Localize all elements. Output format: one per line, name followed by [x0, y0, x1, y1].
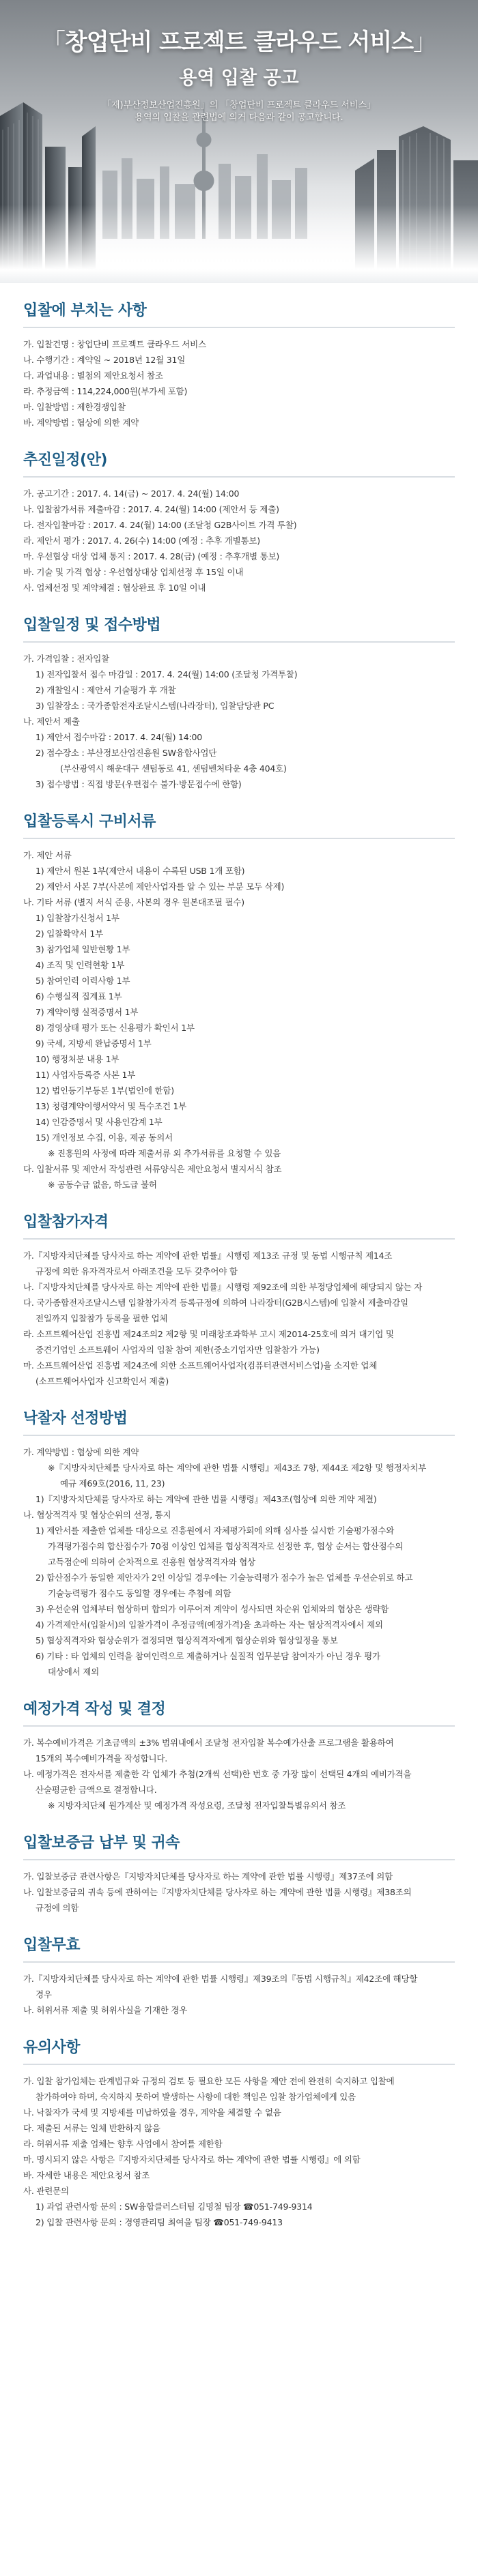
title-text: 창업단비 프로젝트 클라우드 서비스	[64, 29, 414, 56]
section-line: 1) 제안서 접수마감 : 2017. 4. 24(월) 14:00	[36, 732, 203, 742]
section-line: 가.『지방자치단체를 당사자로 하는 계약에 관한 법률』시행령 제13조 규정 및 동법 시행규칙 제14조	[23, 1250, 393, 1261]
section-line: 고득점순에 의하여 순차적으로 진흥원 협상적격자와 협상	[48, 1557, 255, 1567]
section-line: 6) 기타 : 타 업체의 인력을 참여인력으로 제출하거나 실질적 업무분담 참여자가 아닌 경우 평가	[36, 1651, 380, 1661]
section-line: 다. 전자입찰마감 : 2017. 4. 24(월) 14:00 (조달청 G2B사이트 가격 투찰)	[23, 520, 297, 530]
section-line: ※ 진흥원의 사정에 따라 제출서류 외 추가서류를 요청할 수 있음	[48, 1148, 281, 1158]
section-line: 15) 개인정보 수집, 이용, 제공 동의서	[36, 1132, 173, 1143]
section-line: 바. 자세한 내용은 제안요청서 참조	[23, 2170, 150, 2180]
section-line: ※ 지방자치단체 원가계산 및 예정가격 작성요령, 조달청 전자입찰특별유의서 참조	[48, 1800, 346, 1811]
section	[23, 299, 455, 430]
section-line: 마. 입찰방법 : 제한경쟁입찰	[23, 402, 126, 412]
section-line: 5) 참여인력 이력사항 1부	[36, 976, 130, 986]
section-line: 다. 제출된 서류는 일체 반환하지 않음	[23, 2123, 160, 2133]
section-line: 나. 수행기간 : 계약일 ~ 2018년 12월 31일	[23, 355, 186, 365]
section-line: 경우	[36, 1989, 52, 2000]
section-line: 3) 우선순위 업체부터 협상하며 합의가 이루어져 계약이 성사되면 차순위 업체와의 협상은 생략함	[36, 1604, 389, 1614]
section-line: 15개의 복수예비가격을 작성합니다.	[36, 1753, 168, 1763]
section-line: 산술평균한 금액으로 결정합니다.	[36, 1785, 157, 1795]
section	[23, 1831, 455, 1916]
section-line: 나. 협상적격자 및 협상순위의 선정, 통지	[23, 1510, 171, 1520]
section-line: 가. 계약방법 : 협상에 의한 계약	[23, 1447, 139, 1457]
section-title: 유의사항	[23, 2036, 455, 2065]
section-line: 나. 입찰참가서류 제출마감 : 2017. 4. 24(월) 14:00 (제안서 등 제출)	[23, 504, 279, 514]
section-line: 가격평가점수의 합산점수가 70점 이상인 업체를 협상적격자로 선정한 후, 협상 순서는 합산점수의	[48, 1541, 404, 1551]
section	[23, 613, 455, 792]
section-line: 가. 복수예비가격은 기초금액의 ±3% 범위내에서 조달청 전자입찰 복수예가산출 프로그램을 활용하여	[23, 1738, 394, 1748]
section-line: 라. 제안서 평가 : 2017. 4. 26(수) 14:00 (예정 : 추후 개별통보)	[23, 536, 260, 546]
section-line: 나. 입찰보증금의 귀속 등에 관하여는『지방자치단체를 당사자로 하는 계약에 관한 법률 시행령』제38조의	[23, 1887, 412, 1897]
section	[23, 448, 455, 596]
hero-desc-line: 용역의 입찰을 관련법에 의거 다음과 같이 공고합니다.	[135, 113, 343, 123]
section-title: 예정가격 작성 및 결정	[23, 1697, 455, 1727]
section-line: 6) 수행실적 집계표 1부	[36, 991, 122, 1001]
section-line: 나. 예정가격은 전자서를 제출한 각 업체가 추첨(2개씩 선택)한 번호 중 가장 많이 선택된 4개의 예비가격을	[23, 1769, 412, 1779]
section-title: 입찰등록시 구비서류	[23, 810, 455, 839]
section-line: 가. 제안 서류	[23, 850, 72, 860]
section-line: 1) 전자입찰서 접수 마감일 : 2017. 4. 24(월) 14:00 (조달청 가격투찰)	[36, 669, 298, 679]
section-line: 9) 국세, 지방세 완납증명서 1부	[36, 1038, 152, 1049]
section-title: 낙찰자 선정방법	[23, 1407, 455, 1436]
section-line: 1) 입찰참가신청서 1부	[36, 913, 120, 923]
hero-divider	[0, 269, 478, 283]
section-line: 규정에 의함	[36, 1903, 79, 1913]
section-line: 2) 제안서 사본 7부(사본에 제안사업자를 알 수 있는 부분 모두 삭제)	[36, 881, 285, 892]
section-line: (부산광역시 해운대구 센텀동로 41, 센텀벤처타운 4층 404호)	[60, 763, 287, 774]
section-line: 중견기업인 소프트웨어 사업자의 입찰 참여 제한(중소기업자만 입찰참가 가능)	[36, 1345, 320, 1355]
hero-subtitle: 용역 입찰 공고	[179, 68, 299, 89]
hero-banner	[0, 0, 478, 269]
section-line: 바. 계약방법 : 협상에 의한 계약	[23, 418, 139, 428]
section-line: 라. 추정금액 : 114,224,000원(부가세 포함)	[23, 386, 188, 396]
section	[23, 810, 455, 1192]
section-line: 나.『지방자치단체를 당사자로 하는 계약에 관한 법률』시행령 제92조에 의한 부정당업체에 해당되지 않는 자	[23, 1282, 423, 1292]
section-line: 12) 법인등기부등본 1부(법인에 한함)	[36, 1085, 174, 1096]
hero-title	[0, 27, 478, 57]
section-line: 2) 접수장소 : 부산정보산업진흥원 SW융합사업단	[36, 748, 217, 758]
section-line: 다. 과업내용 : 별첨의 제안요청서 참조	[23, 370, 163, 381]
section-line: 2) 개찰일시 : 제안서 기술평가 후 개찰	[36, 685, 176, 695]
section	[23, 1210, 455, 1389]
section-line: 14) 인감증명서 및 사용인감계 1부	[36, 1117, 163, 1127]
section-title: 추진일정(안)	[23, 448, 455, 478]
section-line: 기술능력평가 점수도 동일할 경우에는 추첨에 의함	[48, 1588, 231, 1598]
section-line: 3) 접수방법 : 직접 방문(우편접수 불가·방문접수에 한함)	[36, 779, 242, 789]
section-line: 2) 입찰 관련사항 문의 : 경영관리팀 최여울 팀장 ☎051-749-9413	[36, 2217, 283, 2227]
section-line: 라. 소프트웨어산업 진흥법 제24조의2 제2항 및 미래창조과학부 고시 제2014-25호에 의거 대기업 및	[23, 1329, 394, 1339]
section-line: 1) 과업 관련사항 문의 : SW융합클러스터팀 김명철 팀장 ☎051-749-9314	[36, 2201, 313, 2212]
section-line: 나. 허위서류 제출 및 허위사실을 기재한 경우	[23, 2005, 188, 2015]
section-line: 나. 기타 서류 (별지 서식 준용, 사본의 경우 원본대조필 필수)	[23, 897, 244, 907]
section	[23, 1407, 455, 1680]
section-line: 예규 제69호(2016, 11, 23)	[60, 1478, 165, 1489]
section	[23, 2036, 455, 2230]
section-line: 가. 공고기간 : 2017. 4. 14(금) ~ 2017. 4. 24(월) 14:00	[23, 488, 240, 499]
section-line: 3) 참가업체 일반현황 1부	[36, 944, 130, 954]
section-line: 4) 가격제안서(입찰서)의 입찰가격이 추정금액(예정가격)을 초과하는 자는 협상적격자에서 제외	[36, 1620, 383, 1630]
section-line: 가. 입찰 참가업체는 관계법규와 규정의 검토 등 필요한 모든 사항을 제안 전에 완전히 숙지하고 입찰에	[23, 2076, 395, 2086]
section-line: (소프트웨어사업자 신고확인서 제출)	[36, 1376, 169, 1386]
section-line: 나. 낙찰자가 국세 및 지방세를 미납하였을 경우, 계약을 체결할 수 없음	[23, 2107, 281, 2118]
section-title: 입찰에 부치는 사항	[23, 299, 455, 328]
section-line: 바. 기술 및 가격 협상 : 우선협상대상 업체선정 후 15일 이내	[23, 567, 244, 577]
title-quote-open: 「	[42, 29, 65, 56]
section-line: ※ 공동수급 없음, 하도급 불허	[48, 1180, 157, 1190]
section-line: 가. 입찰건명 : 창업단비 프로젝트 클라우드 서비스	[23, 339, 206, 349]
section-line: 8) 경영상태 평가 또는 신용평가 확인서 1부	[36, 1023, 195, 1033]
section-title: 입찰무효	[23, 1933, 455, 1963]
hero-description	[0, 100, 478, 124]
section-line: 대상에서 제외	[48, 1667, 100, 1677]
section-line: 다. 입찰서류 및 제안서 작성관련 서류양식은 제안요청서 별지서식 참조	[23, 1164, 282, 1174]
title-quote-close: 」	[413, 29, 436, 56]
section-line: 다. 국가종합전자조달시스템 입찰참가자격 등록규정에 의하여 나라장터(G2B시스템)에 입찰서 제출마감일	[23, 1298, 408, 1308]
section-line: 13) 청렴계약이행서약서 및 특수조건 1부	[36, 1101, 187, 1111]
announcement-body	[0, 285, 478, 2230]
section-line: 나. 제안서 제출	[23, 716, 80, 727]
section	[23, 1697, 455, 1813]
section-line: 라. 허위서류 제출 업체는 향후 사업에서 참여를 제한함	[23, 2139, 223, 2149]
section-line: 2) 합산점수가 동일한 제안자가 2인 이상일 경우에는 기술능력평가 점수가 높은 업체를 우선순위로 하고	[36, 1572, 413, 1583]
section-line: 1) 제안서 원본 1부(제안서 내용이 수록된 USB 1개 포함)	[36, 866, 245, 876]
section-line: 3) 입찰장소 : 국가종합전자조달시스템(나라장터), 입찰담당관 PC	[36, 701, 275, 711]
section-line: 1)『지방자치단체를 당사자로 하는 계약에 관한 법률 시행령』제43조(협상에 의한 계약 제결)	[36, 1494, 377, 1504]
section-line: 규정에 의한 유자격자로서 아래조건을 모두 갖추어야 함	[36, 1266, 238, 1276]
section-line: 마. 소프트웨어산업 진흥법 제24조에 의한 소프트웨어사업자(컴퓨터관련서비스업)을 소지한 업체	[23, 1360, 378, 1371]
section-line: 10) 행정처분 내용 1부	[36, 1054, 120, 1064]
section-line: 사. 업체선정 및 계약체결 : 협상완료 후 10일 이내	[23, 583, 206, 593]
section-line: 마. 우선협상 대상 업체 통지 : 2017. 4. 28(금) (예정 : 추후개별 통보)	[23, 551, 280, 561]
section-line: 5) 협상적격자와 협상순위가 결정되면 협상적격자에게 협상순위와 협상일정을 통보	[36, 1635, 338, 1645]
section-title: 입찰참가자격	[23, 1210, 455, 1240]
section-line: 가. 입찰보증금 관련사항은『지방자치단체를 당사자로 하는 계약에 관한 법률 시행령』제37조에 의함	[23, 1871, 393, 1882]
section-line: 4) 조직 및 인력현황 1부	[36, 960, 125, 970]
section-line: 참가하여야 하며, 숙지하지 못하여 발생하는 사항에 대한 책임은 입찰 참가업체에게 있음	[36, 2092, 356, 2102]
section-line: 11) 사업자등록증 사본 1부	[36, 1070, 136, 1080]
section-line: 사. 관련문의	[23, 2186, 69, 2196]
section-line: 마. 명시되지 않은 사항은『지방자치단체를 당사자로 하는 계약에 관한 법률 시행령』에 의함	[23, 2154, 361, 2165]
section	[23, 1933, 455, 2018]
section-line: ※『지방자치단체를 당사자로 하는 계약에 관한 법률 시행령』제43조 7항, 제44조 제2항 및 행정자치부	[48, 1463, 427, 1473]
section-line: 7) 계약이행 실적증명서 1부	[36, 1007, 139, 1017]
section-line: 가.『지방자치단체를 당사자로 하는 계약에 관한 법률 시행령』제39조의『동법 시행규칙』제42조에 해당할	[23, 1974, 418, 1984]
section-line: 2) 입찰확약서 1부	[36, 928, 103, 939]
section-line: 전일까지 입찰참가 등록을 필한 업체	[36, 1313, 168, 1323]
section-title: 입찰일정 및 접수방법	[23, 613, 455, 643]
section-line: 1) 제안서를 제출한 업체를 대상으로 진흥원에서 자체평가회에 의해 심사를 실시한 기술평가점수와	[36, 1525, 395, 1536]
hero-desc-line: 「재)부산정보산업진흥원」의 「창업단비 프로젝트 클라우드 서비스」	[102, 100, 376, 111]
section-title: 입찰보증금 납부 및 귀속	[23, 1831, 455, 1860]
section-line: 가. 가격입찰 : 전자입찰	[23, 654, 109, 664]
